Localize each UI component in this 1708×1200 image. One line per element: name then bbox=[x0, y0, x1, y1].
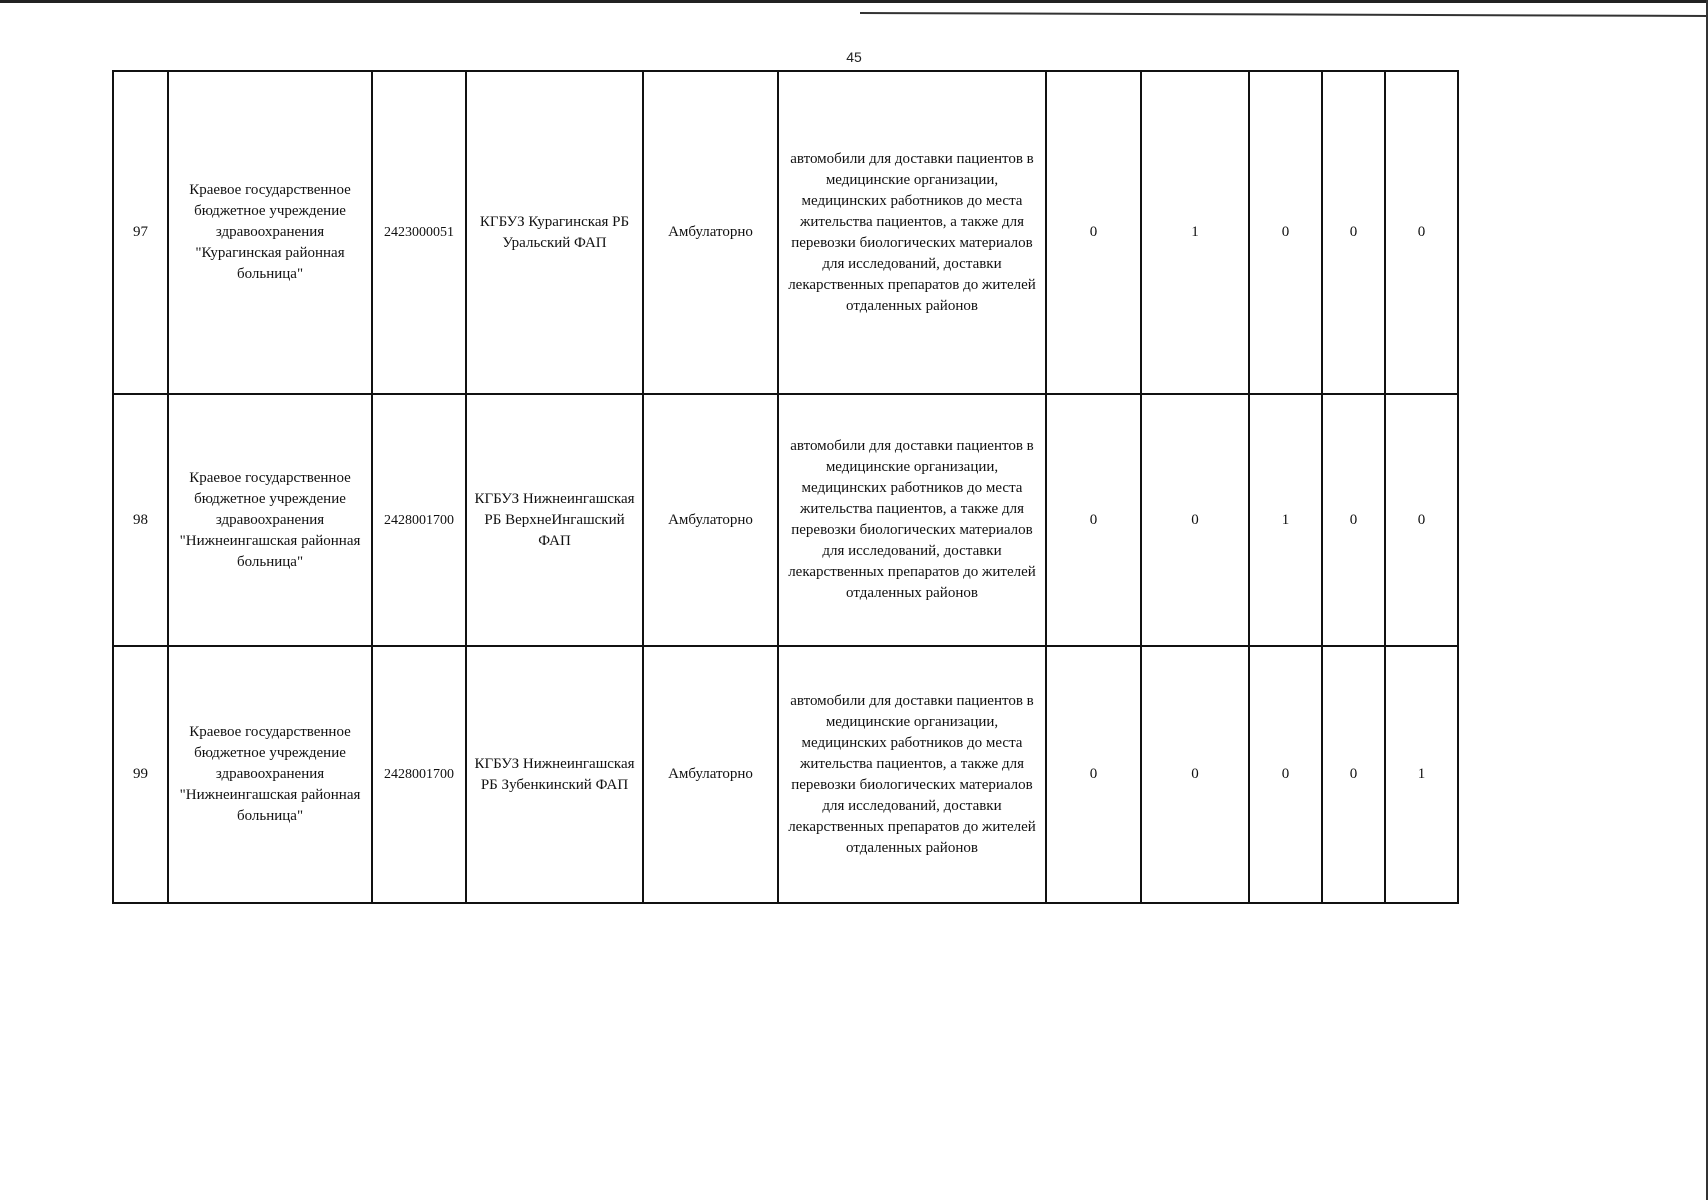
scan-edge-line bbox=[860, 12, 1708, 17]
row-number: 98 bbox=[113, 394, 168, 646]
care-type: Амбулаторно bbox=[643, 71, 778, 394]
organization-name: Краевое государственное бюджетное учреждение здравоохранения "Курагинская районная больница" bbox=[168, 71, 372, 394]
organization-code: 2423000051 bbox=[372, 71, 466, 394]
value-cell: 0 bbox=[1046, 71, 1141, 394]
table-row bbox=[113, 394, 1458, 646]
unit-name: КГБУЗ Нижнеингашская РБ Зубенкинский ФАП bbox=[466, 646, 643, 903]
table-row bbox=[113, 646, 1458, 903]
value-cell: 0 bbox=[1322, 394, 1385, 646]
vehicle-purpose: автомобили для доставки пациентов в медицинские организации, медицинских работников до места жительства пациентов, а также для перевозки биологических материалов для исследований, доставки лекарственных препаратов до жителей отдаленных районов bbox=[778, 71, 1046, 394]
table-row bbox=[113, 71, 1458, 394]
value-cell: 0 bbox=[1322, 71, 1385, 394]
row-number: 97 bbox=[113, 71, 168, 394]
organization-name: Краевое государственное бюджетное учреждение здравоохранения "Нижнеингашская районная больница" bbox=[168, 646, 372, 903]
value-cell: 0 bbox=[1249, 646, 1322, 903]
care-type: Амбулаторно bbox=[643, 394, 778, 646]
value-cell: 0 bbox=[1385, 71, 1458, 394]
unit-name: КГБУЗ Нижнеингашская РБ ВерхнеИнгашский ФАП bbox=[466, 394, 643, 646]
row-number: 99 bbox=[113, 646, 168, 903]
value-cell: 0 bbox=[1046, 394, 1141, 646]
organization-code: 2428001700 bbox=[372, 394, 466, 646]
vehicle-purpose: автомобили для доставки пациентов в медицинские организации, медицинских работников до места жительства пациентов, а также для перевозки биологических материалов для исследований, доставки лекарственных препаратов до жителей отдаленных районов bbox=[778, 394, 1046, 646]
data-table bbox=[112, 70, 1459, 904]
value-cell: 1 bbox=[1249, 394, 1322, 646]
value-cell: 1 bbox=[1385, 646, 1458, 903]
scan-edge-top bbox=[0, 0, 1708, 3]
value-cell: 1 bbox=[1141, 71, 1249, 394]
care-type: Амбулаторно bbox=[643, 646, 778, 903]
value-cell: 0 bbox=[1141, 394, 1249, 646]
value-cell: 0 bbox=[1249, 71, 1322, 394]
unit-name: КГБУЗ Курагинская РБ Уральский ФАП bbox=[466, 71, 643, 394]
page-number: 45 bbox=[846, 49, 862, 65]
organization-code: 2428001700 bbox=[372, 646, 466, 903]
value-cell: 0 bbox=[1141, 646, 1249, 903]
value-cell: 0 bbox=[1046, 646, 1141, 903]
value-cell: 0 bbox=[1385, 394, 1458, 646]
organization-name: Краевое государственное бюджетное учреждение здравоохранения "Нижнеингашская районная больница" bbox=[168, 394, 372, 646]
value-cell: 0 bbox=[1322, 646, 1385, 903]
vehicle-purpose: автомобили для доставки пациентов в медицинские организации, медицинских работников до места жительства пациентов, а также для перевозки биологических материалов для исследований, доставки лекарственных препаратов до жителей отдаленных районов bbox=[778, 646, 1046, 903]
